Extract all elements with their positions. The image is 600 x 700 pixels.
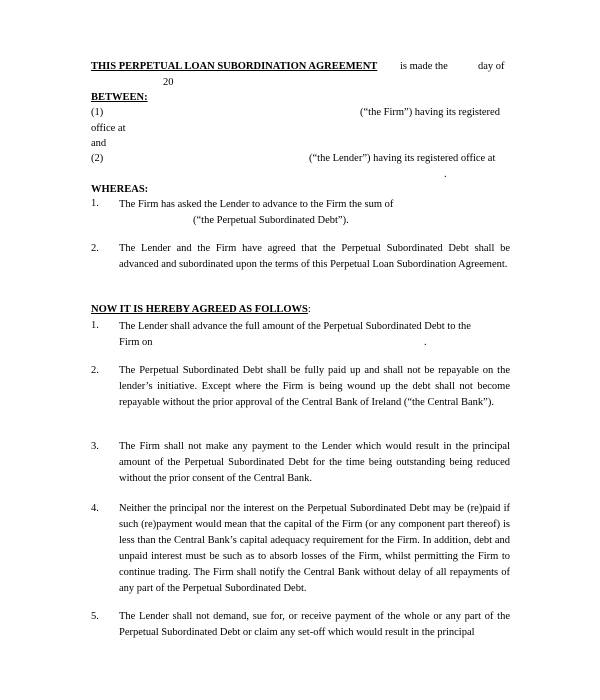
agreed-heading: NOW IT IS HEREBY AGREED AS FOLLOWS: [91, 304, 308, 315]
party1-office: office at: [91, 123, 126, 134]
whereas-2-text: The Lender and the Firm have agreed that the Perpetual Subordinated Debt shall be advanced and subordinated upon the terms of this Perpetual Loan Subordination Agreement.: [119, 243, 510, 270]
agreed-2-text: The Perpetual Subordinated Debt shall be fully paid up and shall not be repayable on the lender’s initiative. Except where the Firm is being wound up the debt shall not become repayable without the prior approval of the Central Bank of Ireland (“the Central Bank”).: [119, 365, 510, 408]
party2-number: (2): [91, 153, 104, 164]
agreed-5-text: The Lender shall not demand, sue for, or receive payment of the whole or any part of the Perpetual Subordinated Debt or claim any set-off which would result in the principal: [119, 611, 510, 638]
and-text: and: [91, 138, 107, 149]
party1-label: (“the Firm”) having its registered: [360, 107, 500, 118]
party2-label: (“the Lender”) having its registered office at: [309, 153, 496, 164]
agreed-colon: :: [307, 304, 311, 315]
agreed-1-text: The Lender shall advance the full amount of the Perpetual Subordinated Debt to the: [119, 321, 471, 332]
agreed-5-number: 5.: [91, 611, 99, 622]
agreed-1-end: .: [424, 337, 427, 348]
agreed-1-number: 1.: [91, 320, 99, 331]
whereas-2-number: 2.: [91, 243, 99, 254]
party2-end: .: [444, 169, 447, 180]
agreed-3-number: 3.: [91, 441, 99, 452]
whereas-1-text: The Firm has asked the Lender to advance to the Firm the sum of: [119, 199, 394, 210]
day-of-text: day of: [478, 61, 505, 72]
whereas-1-text2: (“the Perpetual Subordinated Debt”).: [193, 215, 349, 226]
made-the-text: is made the: [400, 61, 448, 72]
agreement-title: THIS PERPETUAL LOAN SUBORDINATION AGREEMENT: [91, 61, 378, 72]
agreed-1-text2: Firm on: [119, 337, 153, 348]
whereas-1-number: 1.: [91, 198, 99, 209]
whereas-heading: WHEREAS:: [91, 184, 149, 195]
agreed-4-number: 4.: [91, 503, 99, 514]
agreed-4-text: Neither the principal nor the interest on the Perpetual Subordinated Debt may be (re)paid if such (re)payment would mean that the capital of the Firm (or any component part thereof) is less than the Central Bank’s capital adequacy requirement for the Firm. In addition, debt and unpaid interest must be such as to absorb losses of the Firm, whilst permitting the Firm to continue trading. The Firm shall notify the Central Bank without delay of all repayments of any part of the Perpetual Subordinated Debt.: [119, 503, 510, 594]
party1-number: (1): [91, 107, 104, 118]
year-text: 20: [163, 77, 174, 88]
agreed-2-number: 2.: [91, 365, 99, 376]
between-heading: BETWEEN:: [91, 92, 148, 103]
agreed-3-text: The Firm shall not make any payment to the Lender which would result in the principal amount of the Perpetual Subordinated Debt for the time being outstanding being reduced without the prior consent of the Central Bank.: [119, 441, 510, 484]
agreed-heading-line: [91, 303, 311, 316]
